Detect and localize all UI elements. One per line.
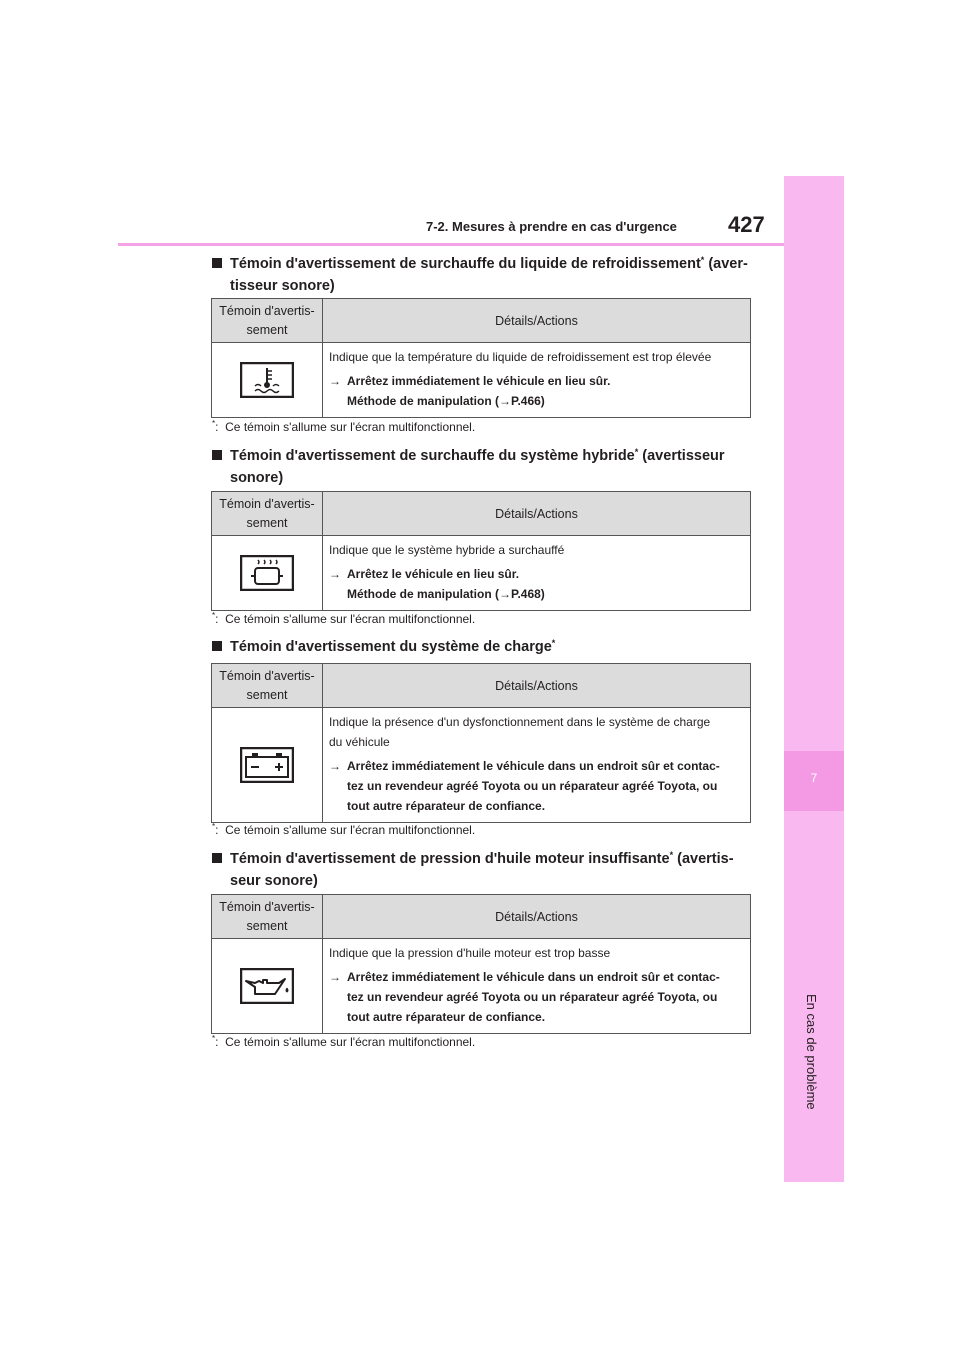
action-text: → Arrêtez immédiatement le véhicule en lieu sûr. Méthode de manipulation (→P.466) bbox=[329, 371, 742, 411]
icon-cell bbox=[212, 708, 323, 823]
chapter-side-tab bbox=[784, 176, 844, 1182]
details-cell bbox=[323, 708, 751, 823]
action-text: → Arrêtez immédiatement le véhicule dans un endroit sûr et contac- tez un revendeur agréé Toyota ou un réparateur agréé Toyota, ou tout autre réparateur de confiance. bbox=[329, 967, 742, 1027]
col-header-warning-light: Témoin d'avertis- sement bbox=[212, 299, 323, 343]
section-title-suffix: (avertis- bbox=[673, 851, 734, 867]
section-title-oil-pressure bbox=[212, 848, 757, 892]
description-text: Indique que la température du liquide de refroidissement est trop élevée bbox=[329, 350, 712, 364]
arrow-icon: → bbox=[329, 567, 341, 581]
action-text: → Arrêtez le véhicule en lieu sûr. Méthode de manipulation (→P.468) bbox=[329, 564, 742, 604]
section-title-hybrid bbox=[212, 445, 757, 489]
details-cell bbox=[323, 939, 751, 1034]
section-title-coolant bbox=[212, 253, 757, 297]
section-title-text: Témoin d'avertissement de pression d'huile moteur insuffisante bbox=[230, 851, 670, 867]
chapter-section-title: 7-2. Mesures à prendre en cas d'urgence bbox=[426, 219, 677, 234]
col-header-details: Détails/Actions bbox=[323, 664, 751, 708]
col-header-warning-light: Témoin d'avertis- sement bbox=[212, 492, 323, 536]
description-text: Indique que le système hybride a surchauffé bbox=[329, 543, 565, 557]
section-title-text: Témoin d'avertissement de surchauffe du système hybride bbox=[230, 448, 635, 464]
section-title-suffix: (avertisseur bbox=[638, 448, 725, 464]
arrow-icon: → bbox=[329, 374, 341, 388]
footnote-marker: * bbox=[551, 638, 556, 648]
arrow-icon: → bbox=[329, 759, 341, 773]
details-cell bbox=[323, 536, 751, 611]
col-header-details: Détails/Actions bbox=[323, 492, 751, 536]
col-header-warning-light: Témoin d'avertis- sement bbox=[212, 664, 323, 708]
section-title-line2: tisseur sonore) bbox=[230, 278, 335, 294]
col-header-warning-light: Témoin d'avertis- sement bbox=[212, 895, 323, 939]
section-title-suffix: (aver- bbox=[704, 256, 748, 272]
footnote: *: Ce témoin s'allume sur l'écran multifonctionnel. bbox=[212, 419, 476, 434]
section-title-line2: sonore) bbox=[230, 470, 284, 486]
section-title-line2: seur sonore) bbox=[230, 873, 318, 889]
chapter-number: 7 bbox=[810, 771, 818, 785]
section-title-text: Témoin d'avertissement de surchauffe du liquide de refroidissement bbox=[230, 256, 701, 272]
footnote-marker: * bbox=[700, 255, 705, 265]
warning-table-oil-pressure bbox=[211, 894, 751, 1034]
footnote: *: Ce témoin s'allume sur l'écran multifonctionnel. bbox=[212, 1034, 476, 1049]
section-title-charging bbox=[212, 636, 757, 658]
header-divider bbox=[118, 243, 784, 246]
details-cell bbox=[323, 343, 751, 418]
section-title-text: Témoin d'avertissement du système de charge bbox=[230, 639, 552, 655]
footnote: *: Ce témoin s'allume sur l'écran multifonctionnel. bbox=[212, 822, 476, 837]
icon-cell bbox=[212, 939, 323, 1034]
col-header-details: Détails/Actions bbox=[323, 299, 751, 343]
warning-table-charging bbox=[211, 663, 751, 823]
coolant-temperature-icon bbox=[240, 362, 294, 398]
battery-charging-icon bbox=[240, 747, 294, 783]
footnote-marker: * bbox=[634, 447, 639, 457]
footnote-marker: * bbox=[669, 850, 674, 860]
page-number: 427 bbox=[728, 212, 765, 237]
square-bullet-icon bbox=[212, 450, 222, 460]
warning-table-hybrid bbox=[211, 491, 751, 611]
square-bullet-icon bbox=[212, 853, 222, 863]
action-text: → Arrêtez immédiatement le véhicule dans un endroit sûr et contac- tez un revendeur agréé Toyota ou un réparateur agréé Toyota, ou tout autre réparateur de confiance. bbox=[329, 756, 742, 816]
hybrid-system-overheat-icon bbox=[240, 555, 294, 591]
description-text: Indique la présence d'un dysfonctionnement dans le système de charge du véhicule bbox=[329, 715, 711, 749]
square-bullet-icon bbox=[212, 258, 222, 268]
warning-table-coolant bbox=[211, 298, 751, 418]
arrow-icon: → bbox=[329, 970, 341, 984]
description-text: Indique que la pression d'huile moteur est trop basse bbox=[329, 946, 611, 960]
chapter-label: En cas de problème bbox=[804, 994, 819, 1110]
icon-cell bbox=[212, 536, 323, 611]
icon-cell bbox=[212, 343, 323, 418]
footnote: *: Ce témoin s'allume sur l'écran multifonctionnel. bbox=[212, 611, 476, 626]
square-bullet-icon bbox=[212, 641, 222, 651]
oil-pressure-icon bbox=[240, 968, 294, 1004]
col-header-details: Détails/Actions bbox=[323, 895, 751, 939]
